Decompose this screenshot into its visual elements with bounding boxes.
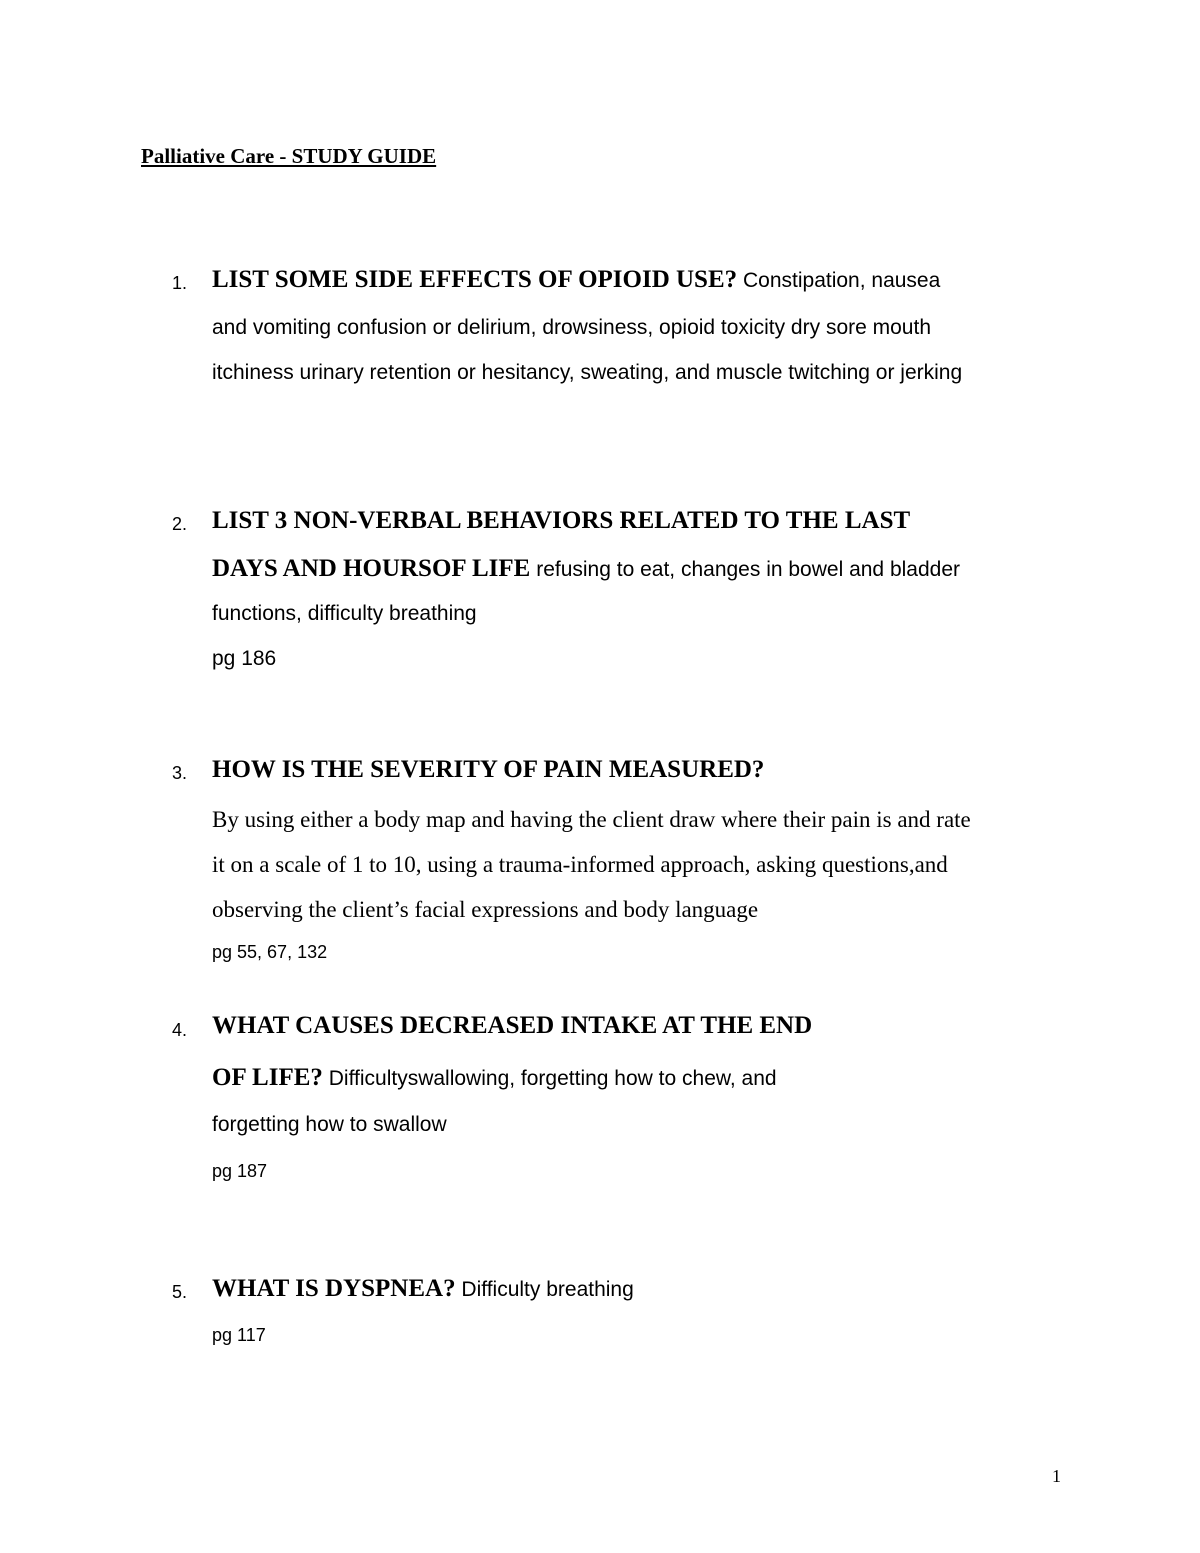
- item-1-answer-line-2: and vomiting confusion or delirium, drowsiness, opioid toxicity dry sore mouth: [212, 316, 931, 339]
- item-5-answer-line-1: Difficulty breathing: [461, 1278, 634, 1301]
- item-2-question-part-2: DAYS AND HOURSOF LIFE: [212, 555, 531, 582]
- item-1-question: LIST SOME SIDE EFFECTS OF OPIOID USE?: [212, 266, 738, 293]
- item-4-answer-line-1: Difficultyswallowing, forgetting how to chew, and: [328, 1067, 777, 1090]
- item-4-question-line-1: [212, 1012, 812, 1040]
- item-5-page-ref: pg 117: [212, 1325, 266, 1345]
- item-1-answer-line-1: Constipation, nausea: [742, 269, 941, 292]
- item-5-number: 5.: [172, 1282, 188, 1302]
- item-5-question: WHAT IS DYSPNEA?: [212, 1275, 456, 1302]
- item-2-number: 2.: [172, 514, 188, 534]
- item-1-question-line: [212, 266, 940, 294]
- item-2-page-ref: pg 186: [212, 647, 277, 670]
- item-4-answer-line-2: forgetting how to swallow: [212, 1113, 447, 1136]
- item-3-answer-line-1: By using either a body map and having the client draw where their pain is and rate: [212, 807, 971, 832]
- item-3-number: 3.: [172, 763, 188, 783]
- item-4-question-line-2: [212, 1064, 777, 1092]
- item-3-answer-line-2: it on a scale of 1 to 10, using a trauma-informed approach, asking questions,and: [212, 852, 948, 877]
- document-title: Palliative Care - STUDY GUIDE: [141, 144, 437, 168]
- item-2-answer-line-1: refusing to eat, changes in bowel and bladder: [536, 558, 960, 581]
- item-3-question-line: [212, 756, 764, 784]
- page-number: 1: [1052, 1466, 1061, 1486]
- item-3-answer-line-3: observing the client’s facial expressions and body language: [212, 897, 759, 922]
- item-3-page-ref: pg 55, 67, 132: [212, 942, 328, 962]
- item-3-question: HOW IS THE SEVERITY OF PAIN MEASURED?: [212, 756, 765, 783]
- item-2-question-line-1: [212, 507, 910, 535]
- item-4-question-part-2: OF LIFE?: [212, 1064, 323, 1091]
- item-2-question-line-2: [212, 555, 960, 583]
- item-2-question-part-1: LIST 3 NON-VERBAL BEHAVIORS RELATED TO THE LAST: [212, 507, 911, 534]
- item-4-page-ref: pg 187: [212, 1161, 268, 1181]
- item-4-number: 4.: [172, 1020, 188, 1040]
- item-1-number: 1.: [172, 273, 188, 293]
- item-2-answer-line-2: functions, difficulty breathing: [212, 602, 477, 625]
- item-1-answer-line-3: itchiness urinary retention or hesitancy, sweating, and muscle twitching or jerking: [212, 361, 963, 384]
- item-5-question-line: [212, 1275, 634, 1303]
- item-4-question-part-1: WHAT CAUSES DECREASED INTAKE AT THE END: [212, 1012, 813, 1039]
